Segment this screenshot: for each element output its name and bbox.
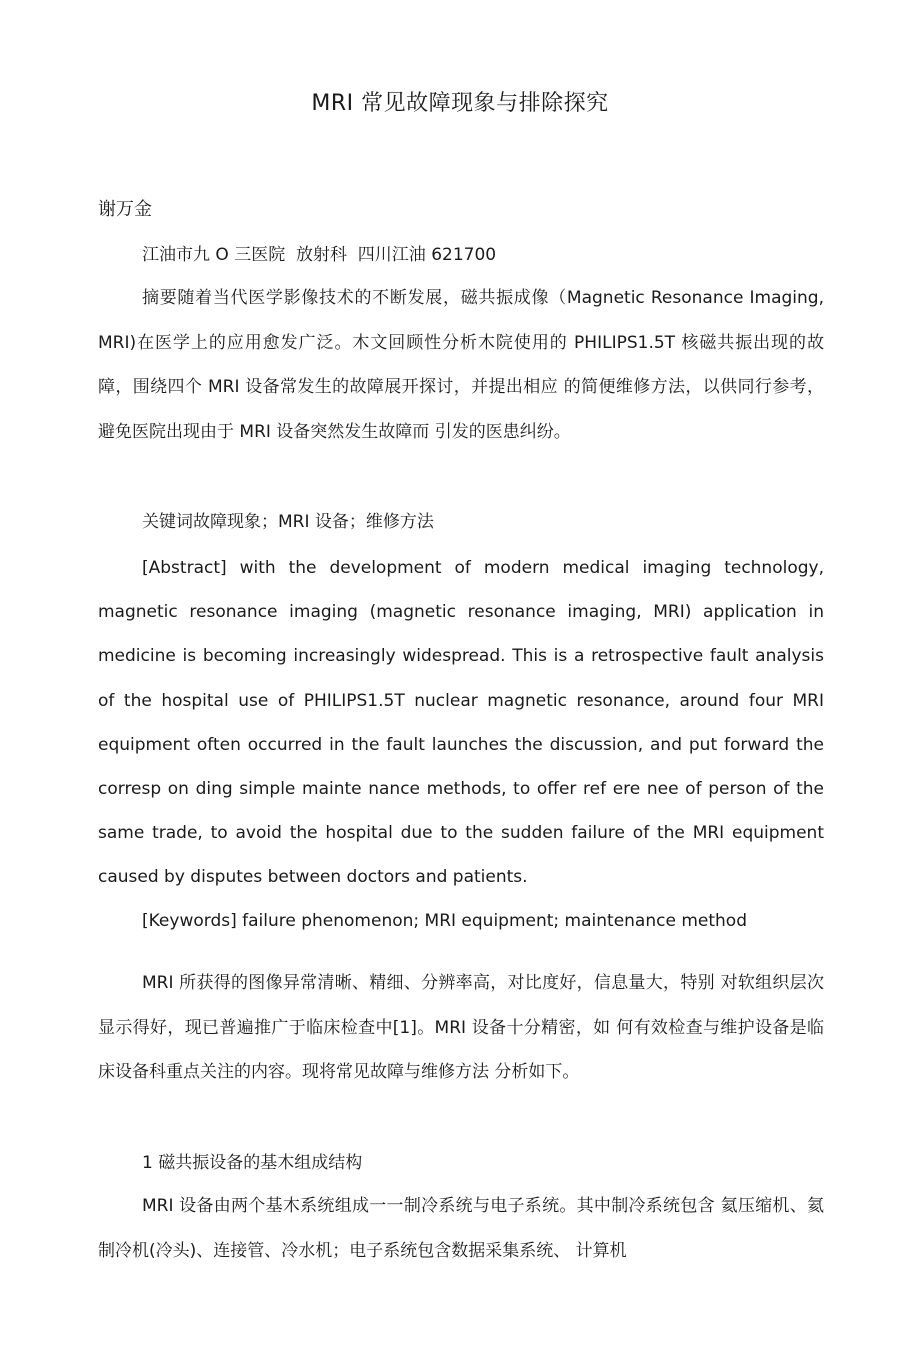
- keywords-chinese: 关键词故障现象；MRI 设备；维修方法: [142, 512, 434, 532]
- abstract-chinese: 摘要随着当代医学影像技术的不断发展，磁共振成像（Magnetic Resonance Imaging, MRI)在医学上的应用愈发广泛。木文回顾性分析木院使用的 PHILIPS1.5T 核磁共振出现的故障，围绕四个 MRI 设备常发生的故障展开探讨，并提出相应 的简便维修方法，以供同行参考，避免医院出现由于 MRI 设备突然发生故障而 引发的医患纠纷。: [98, 288, 824, 442]
- abstract-english: [Abstract] with the development of modern medical imaging technology, magnetic resonance imaging (magnetic resonance imaging, MRI) application in medicine is becoming increasingly widespread. This is a retrospective fault analysis of the hospital use of PHILIPS1.5T nuclear magnetic resonance, around four MRI equipment often occurred in the fault launches the discussion, and put forward the corresp on ding simple mainte nance methods, to offer ref ere nee of person of the same trade, to avoid the hospital due to the sudden failure of the MRI equipment caused by disputes between doctors and patients.: [98, 558, 824, 888]
- section-1-paragraph: MRI 设备由两个基木系统组成一一制冷系统与电子系统。其中制冷系统包含 氦压缩机、氦制冷机(冷头)、连接管、冷水机；电子系统包含数据采集系统、 计算机: [98, 1196, 824, 1261]
- keywords-english: [Keywords] failure phenomenon; MRI equipment; maintenance method: [142, 911, 747, 931]
- author-affiliation: 江油市九 O 三医院 放射科 四川江油 621700: [142, 245, 497, 265]
- paper-title: MRI 常见故障现象与排除探究: [311, 91, 609, 116]
- author-name: 谢万金: [98, 199, 152, 220]
- section-1-heading: 1 磁共振设备的基木组成结构: [142, 1153, 363, 1173]
- intro-paragraph: MRI 所获得的图像异常清晰、精细、分辨率高，对比度好，信息量大，特别 对软组织层次显示得好，现已普遍推广于临床检查中[1]。MRI 设备十分精密，如 何有效检查与维护设备是临床设备科重点关注的内容。现将常见故障与维修方法 分析如下。: [98, 973, 824, 1082]
